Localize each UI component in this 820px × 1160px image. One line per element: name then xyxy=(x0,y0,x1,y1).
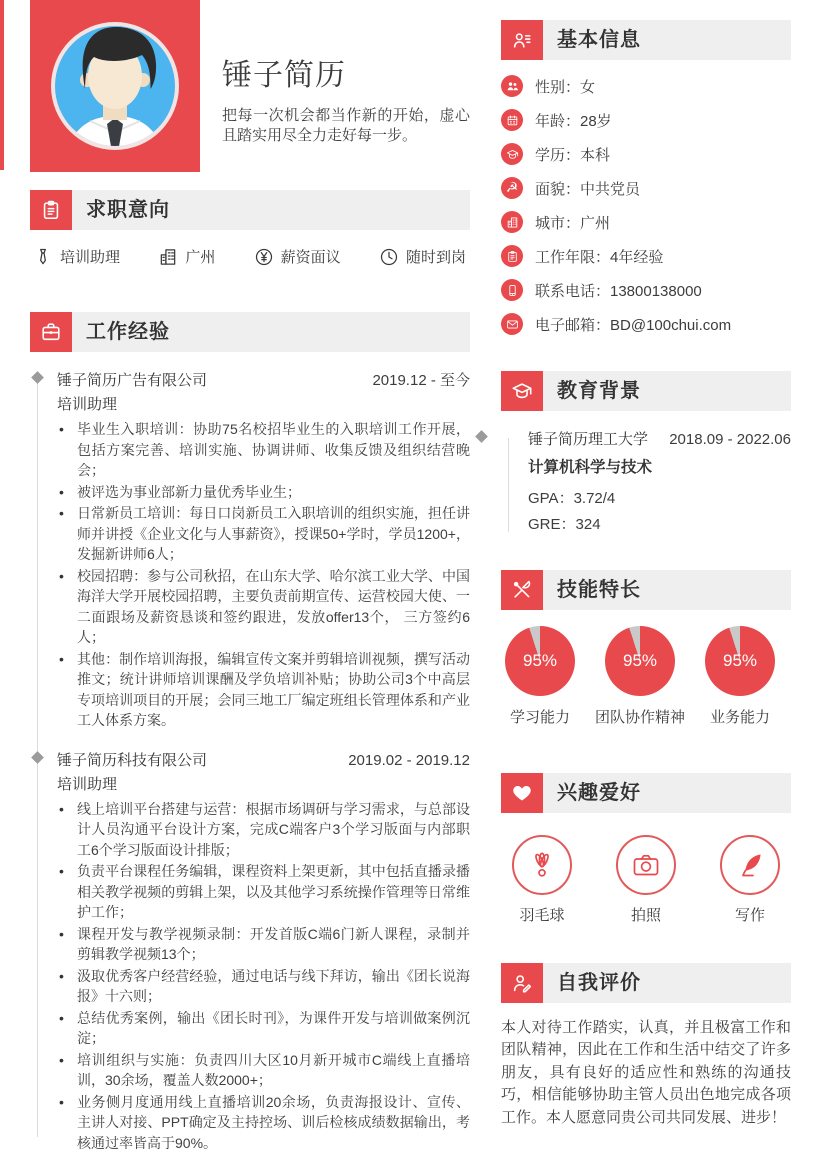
intent-availability xyxy=(379,246,466,267)
skill-item xyxy=(705,626,775,727)
section-header-education xyxy=(501,371,791,411)
job-bullet: • 被评选为事业部新力量优秀毕业生； xyxy=(57,482,470,503)
info-text: 面貌：中共党员 xyxy=(535,180,641,198)
company-name: 锤子简历广告有限公司 xyxy=(57,372,208,389)
work-years-icon xyxy=(501,245,523,267)
resume-header xyxy=(30,0,470,172)
intent-position xyxy=(33,246,120,267)
skill-label: 团队协作精神 xyxy=(594,709,685,726)
school-name: 锤子简历理工大学 xyxy=(528,431,649,448)
job-head xyxy=(57,749,470,770)
quill-icon xyxy=(720,835,780,895)
phone-icon xyxy=(501,279,523,301)
job-bullet-list xyxy=(57,419,470,731)
job-bullet: • 负责平台课程任务编辑，课程资料上架更新，其中包括直播录播相关教学视频的剪辑上架，以及其他学习系统操作管理等日常维护工作； xyxy=(57,861,470,923)
header-text xyxy=(222,0,470,172)
building-icon xyxy=(158,247,178,267)
job-head xyxy=(57,369,470,390)
major: 计算机科学与技术 xyxy=(528,459,653,476)
timeline-diamond xyxy=(31,371,44,384)
info-row xyxy=(501,177,791,199)
info-row xyxy=(501,245,791,267)
job-entry xyxy=(57,369,470,731)
job-bullet: • 培训组织与实施：负责四川大区10月新开城市C端线上直播培训，30余场，覆盖人数2000+； xyxy=(57,1050,470,1091)
gre: GRE：324 xyxy=(528,516,601,533)
job-bullet: • 业务侧月度通用线上直播培训20余场，负责海报设计、宣传、主讲人对接、PPT确定及主持控场、训后检核成绩数据输出，考核通过率皆高于90%。 xyxy=(57,1092,470,1154)
gender-icon xyxy=(501,75,523,97)
avatar xyxy=(30,0,200,172)
skill-label: 业务能力 xyxy=(709,709,770,726)
education-entry xyxy=(501,428,791,534)
skill-donut: 95% xyxy=(605,626,675,696)
company-name: 锤子简历科技有限公司 xyxy=(57,751,208,769)
age-icon xyxy=(501,109,523,131)
section-title: 工作经验 xyxy=(86,321,170,343)
clock-icon xyxy=(379,247,399,267)
clipboard-icon xyxy=(30,190,72,230)
graduation-cap-icon xyxy=(501,371,543,411)
tools-icon xyxy=(501,570,543,610)
timeline-diamond xyxy=(475,430,488,443)
city-icon xyxy=(501,211,523,233)
work-experience-list xyxy=(30,369,470,1153)
info-row xyxy=(501,75,791,97)
skills-row xyxy=(501,626,791,727)
job-bullet: • 汲取优秀客户经营经验，通过电话与线下拜访，输出《团长说海报》十六则； xyxy=(57,966,470,1007)
job-bullet: • 其他：制作培训海报，编辑宣传文案并剪辑培训视频，撰写活动推文；统计讲师培训课酬及学负培训补贴；协助公司3个中高层专项培训项目的开展；会同三地工厂编定班组长管理体系和产业工人体系方案。 xyxy=(57,649,470,731)
hobby-label: 羽毛球 xyxy=(519,907,565,924)
hobby-label: 写作 xyxy=(734,907,765,924)
job-period: 2019.12 - 至今 xyxy=(372,372,470,389)
section-title: 兴趣爱好 xyxy=(557,782,641,804)
info-text: 学历：本科 xyxy=(535,146,611,164)
job-period: 2019.02 - 2019.12 xyxy=(348,751,470,769)
section-title: 自我评价 xyxy=(557,972,641,994)
hobbies-row xyxy=(501,835,791,925)
section-header-self-evaluation xyxy=(501,963,791,1003)
skill-item xyxy=(594,626,685,727)
info-row xyxy=(501,143,791,165)
job-position: 培训助理 xyxy=(57,775,118,793)
avatar-illustration xyxy=(30,0,200,172)
timeline-diamond xyxy=(31,751,44,764)
section-title: 求职意向 xyxy=(86,199,170,221)
badminton-icon xyxy=(512,835,572,895)
job-bullet-list xyxy=(57,799,470,1154)
political-status-icon: ☭ xyxy=(501,177,523,199)
skill-item xyxy=(505,626,575,727)
gpa: GPA：3.72/4 xyxy=(528,490,616,507)
info-text: 年龄：28岁 xyxy=(535,112,612,130)
intent-city xyxy=(158,246,215,267)
left-column xyxy=(30,0,470,1154)
job-bullet: • 日常新员工培训：每日口岗新员工入职培训的组织实施，担任讲师并讲授《企业文化与人事薪资》，授课50+学时，学员1200+，发掘新讲师6人； xyxy=(57,503,470,565)
skill-donut: 95% xyxy=(505,626,575,696)
hobby-item xyxy=(616,835,676,925)
job-intent-row xyxy=(30,246,470,267)
hobby-label: 拍照 xyxy=(630,907,661,924)
job-position: 培训助理 xyxy=(57,396,118,413)
edge-accent-strip xyxy=(0,0,4,170)
job-bullet: • 总结优秀案例，输出《团长时刊》，为课件开发与培训做案例沉淀； xyxy=(57,1008,470,1049)
degree-icon xyxy=(501,143,523,165)
job-bullet: • 课程开发与教学视频录制：开发首版C端6门新人课程，录制并剪辑教学视频13个； xyxy=(57,924,470,965)
camera-icon xyxy=(616,835,676,895)
section-title: 技能特长 xyxy=(557,579,641,601)
education-period: 2018.09 - 2022.06 xyxy=(669,431,791,448)
intent-label: 培训助理 xyxy=(60,249,121,266)
intent-label: 薪资面议 xyxy=(280,249,341,266)
section-title: 教育背景 xyxy=(557,380,641,402)
info-row xyxy=(501,109,791,131)
job-bullet: • 线上培训平台搭建与运营：根据市场调研与学习需求，与总部设计人员沟通平台设计方案，完成C端客户3个学习版面与内部职工6个学习版面设计排版； xyxy=(57,799,470,861)
basic-info-list xyxy=(501,75,791,335)
job-bullet: • 毕业生入职培训：协助75名校招毕业生的入职培训工作开展，包括方案完善、培训实施、协调讲师、收集反馈及组织结营晚会； xyxy=(57,419,470,481)
education-head xyxy=(528,428,791,449)
user-edit-icon xyxy=(501,963,543,1003)
email-icon xyxy=(501,313,523,335)
job-entry xyxy=(57,749,470,1154)
tagline: 把每一次机会都当作新的开始，虚心且踏实用尽全力走好每一步。 xyxy=(222,107,470,144)
skill-label: 学习能力 xyxy=(509,709,570,726)
section-header-work-experience xyxy=(30,312,470,352)
candidate-name: 锤子简历 xyxy=(222,59,346,92)
job-bullet: • 校园招聘：参与公司秋招，在山东大学、哈尔滨工业大学、中国海洋大学开展校园招聘，主要负责前期宣传、运营校园大使、一二面跟场及薪资恳谈和签约跟进，发放offer13个， 三方签约6人； xyxy=(57,566,470,648)
section-header-basic-info xyxy=(501,20,791,60)
right-column xyxy=(501,20,791,1129)
section-title: 基本信息 xyxy=(557,29,641,51)
id-card-user-icon xyxy=(501,20,543,60)
info-text: 工作年限：4年经验 xyxy=(535,248,664,266)
intent-label: 随时到岗 xyxy=(405,249,466,266)
intent-salary xyxy=(254,246,341,267)
info-row xyxy=(501,211,791,233)
heart-icon xyxy=(501,773,543,813)
hobby-item xyxy=(720,835,780,925)
briefcase-icon xyxy=(30,312,72,352)
info-text: 联系电话：13800138000 xyxy=(535,282,702,300)
section-header-job-intent xyxy=(30,190,470,230)
info-row xyxy=(501,313,791,335)
skill-donut: 95% xyxy=(705,626,775,696)
section-header-skills xyxy=(501,570,791,610)
section-header-hobbies xyxy=(501,773,791,813)
info-text: 城市：广州 xyxy=(535,214,611,232)
self-evaluation-text: 本人对待工作踏实，认真，并且极富工作和团队精神，因此在工作和生活中结交了许多朋友，具有良好的适应性和熟练的沟通技巧，相信能够协助主管人员出色地完成各项工作。本人愿意同贵公司共同发展、进步！ xyxy=(501,1019,791,1126)
info-text: 性别：女 xyxy=(535,78,596,96)
tie-icon xyxy=(33,247,53,267)
hobby-item xyxy=(512,835,572,925)
info-text: 电子邮箱：BD@100chui.com xyxy=(535,316,732,334)
salary-icon xyxy=(254,247,274,267)
info-row xyxy=(501,279,791,301)
intent-label: 广州 xyxy=(185,249,216,266)
